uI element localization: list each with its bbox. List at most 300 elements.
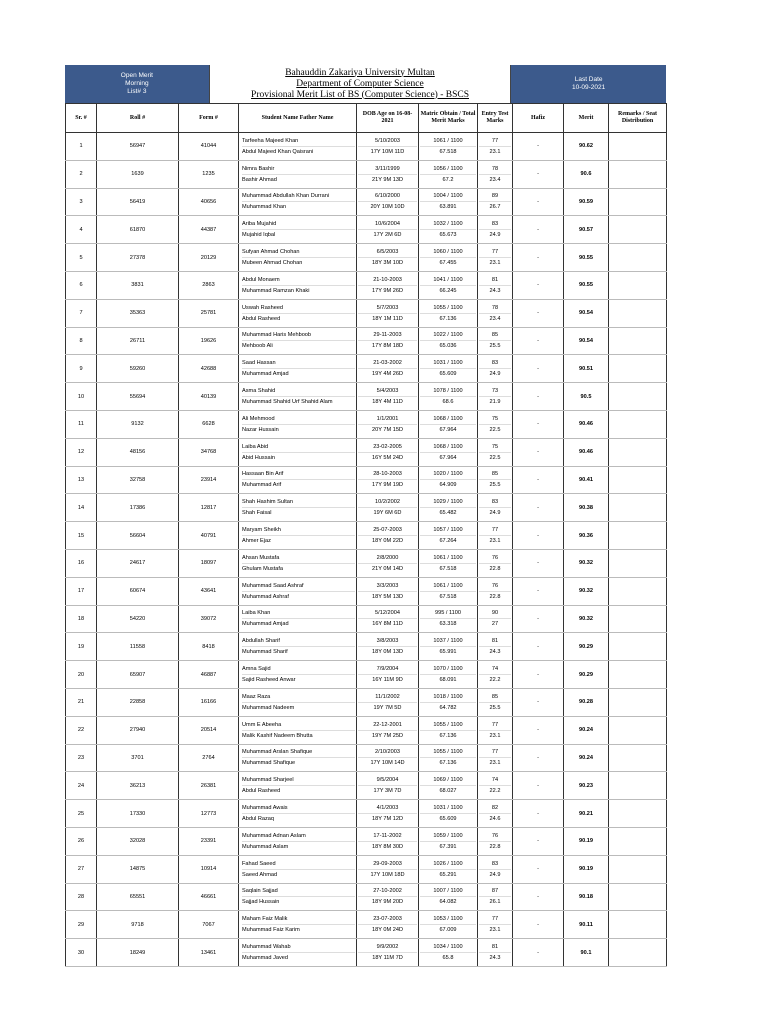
cell-entry-test bbox=[478, 605, 513, 633]
cell-matric-bottom: 65.991 bbox=[439, 649, 457, 656]
cell-student-name-bottom: Abid Hussain bbox=[242, 454, 275, 461]
cell-form: 1235 bbox=[179, 160, 239, 188]
cell-entry-test-bottom: 22.8 bbox=[489, 593, 501, 600]
cell-sr: 30 bbox=[66, 939, 97, 967]
cell-merit: 90.55 bbox=[564, 271, 609, 299]
list-title: Provisional Merit List of BS (Computer Science) - BSCS bbox=[251, 89, 469, 100]
table-row bbox=[66, 633, 667, 661]
cell-student-name bbox=[239, 410, 357, 438]
cell-dob-top: 17-11-2002 bbox=[358, 831, 417, 842]
cell-matric-top: 1056 / 1100 bbox=[420, 164, 476, 175]
cell-form: 12817 bbox=[179, 494, 239, 522]
cell-entry-test bbox=[478, 133, 513, 161]
cell-student-name-bottom: Muhammad Shafique bbox=[242, 760, 296, 767]
cell-form: 40656 bbox=[179, 188, 239, 216]
table-row bbox=[66, 271, 667, 299]
cell-entry-test bbox=[478, 716, 513, 744]
cell-remarks bbox=[609, 466, 667, 494]
cell-entry-test-bottom: 26.1 bbox=[489, 899, 501, 906]
cell-entry-test-top: 73 bbox=[479, 386, 511, 397]
cell-remarks bbox=[609, 855, 667, 883]
cell-student-name-bottom: Sajid Rasheed Anwar bbox=[242, 677, 296, 684]
cell-student-name bbox=[239, 800, 357, 828]
cell-student-name-bottom: Muhammad Amjad bbox=[242, 621, 289, 628]
table-row bbox=[66, 494, 667, 522]
cell-hafiz: - bbox=[513, 466, 564, 494]
cell-matric-top: 1026 / 1100 bbox=[420, 859, 476, 870]
cell-form: 12773 bbox=[179, 800, 239, 828]
cell-dob-top: 5/10/2003 bbox=[358, 136, 417, 147]
cell-remarks bbox=[609, 216, 667, 244]
cell-merit: 90.54 bbox=[564, 327, 609, 355]
table-row bbox=[66, 855, 667, 883]
cell-entry-test-bottom: 24.3 bbox=[489, 649, 501, 656]
cell-matric-bottom: 67.2 bbox=[442, 176, 454, 183]
cell-matric bbox=[419, 577, 478, 605]
cell-sr: 20 bbox=[66, 661, 97, 689]
cell-merit: 90.5 bbox=[564, 383, 609, 411]
cell-matric bbox=[419, 299, 478, 327]
cell-sr: 19 bbox=[66, 633, 97, 661]
merit-table bbox=[65, 103, 667, 967]
cell-student-name-bottom: Muhammad Amjad bbox=[242, 371, 289, 378]
cell-merit: 90.32 bbox=[564, 577, 609, 605]
cell-student-name-top: Muhammad Wahab bbox=[242, 942, 355, 953]
cell-entry-test-top: 76 bbox=[479, 581, 511, 592]
cell-student-name-top: Umm E Abeeha bbox=[242, 720, 355, 731]
cell-student-name-bottom: Muhammad Shahid Urf Shahid Alam bbox=[242, 399, 333, 406]
cell-dob-top: 29-09-2003 bbox=[358, 859, 417, 870]
sheet-header bbox=[65, 65, 666, 103]
cell-matric-bottom: 67.136 bbox=[439, 315, 457, 322]
cell-entry-test bbox=[478, 160, 513, 188]
cell-roll: 3701 bbox=[97, 744, 179, 772]
cell-dob-bottom: 18Y 8M 30D bbox=[372, 843, 403, 850]
cell-remarks bbox=[609, 188, 667, 216]
cell-student-name-top: Muhammad Abdullah Khan Durrani bbox=[242, 191, 355, 202]
cell-dob-top: 23-07-2003 bbox=[358, 914, 417, 925]
title-block bbox=[209, 65, 512, 103]
cell-matric-bottom: 63.891 bbox=[439, 204, 457, 211]
cell-entry-test-bottom: 22.2 bbox=[489, 677, 501, 684]
cell-entry-test bbox=[478, 327, 513, 355]
table-row bbox=[66, 661, 667, 689]
cell-hafiz: - bbox=[513, 827, 564, 855]
cell-matric-bottom: 67.518 bbox=[439, 148, 457, 155]
cell-matric bbox=[419, 605, 478, 633]
cell-student-name-bottom: Muhammad Nadeem bbox=[242, 704, 295, 711]
cell-merit: 90.41 bbox=[564, 466, 609, 494]
cell-dob-top: 2/10/2003 bbox=[358, 747, 417, 758]
cell-sr: 21 bbox=[66, 688, 97, 716]
cell-entry-test bbox=[478, 355, 513, 383]
cell-sr: 3 bbox=[66, 188, 97, 216]
cell-entry-test-top: 74 bbox=[479, 775, 511, 786]
cell-hafiz: - bbox=[513, 911, 564, 939]
cell-student-name-bottom: Muhammad Javed bbox=[242, 955, 289, 961]
cell-entry-test-bottom: 24.3 bbox=[489, 955, 501, 961]
cell-student-name-bottom: Abdul Razaq bbox=[242, 816, 275, 823]
cell-entry-test-bottom: 23.1 bbox=[489, 260, 501, 267]
cell-student-name-top: Maaz Raza bbox=[242, 692, 355, 703]
cell-sr: 14 bbox=[66, 494, 97, 522]
last-date-box bbox=[511, 65, 666, 103]
cell-form: 43641 bbox=[179, 577, 239, 605]
cell-dob-top: 10/2/2002 bbox=[358, 497, 417, 508]
cell-remarks bbox=[609, 271, 667, 299]
cell-matric-bottom: 67.264 bbox=[439, 538, 457, 545]
cell-student-name-top: Muhammad Awais bbox=[242, 803, 355, 814]
cell-dob bbox=[357, 466, 419, 494]
cell-entry-test bbox=[478, 744, 513, 772]
cell-entry-test-bottom: 24.9 bbox=[489, 510, 501, 517]
cell-sr: 17 bbox=[66, 577, 97, 605]
cell-student-name-bottom: Muhammad Sharif bbox=[242, 649, 288, 656]
cell-roll: 22858 bbox=[97, 688, 179, 716]
cell-hafiz: - bbox=[513, 383, 564, 411]
table-row bbox=[66, 133, 667, 161]
cell-student-name-top: Tarfeeha Majeed Khan bbox=[242, 136, 355, 147]
cell-sr: 26 bbox=[66, 827, 97, 855]
cell-remarks bbox=[609, 327, 667, 355]
cell-hafiz: - bbox=[513, 883, 564, 911]
cell-dob-bottom: 17Y 8M 18D bbox=[372, 343, 403, 350]
cell-dob-bottom: 17Y 9M 19D bbox=[372, 482, 403, 489]
university-title: Bahauddin Zakariya University Multan bbox=[285, 67, 435, 78]
cell-sr: 16 bbox=[66, 549, 97, 577]
cell-roll: 56419 bbox=[97, 188, 179, 216]
cell-entry-test bbox=[478, 688, 513, 716]
cell-matric-top: 1004 / 1100 bbox=[420, 191, 476, 202]
cell-dob bbox=[357, 133, 419, 161]
cell-matric bbox=[419, 744, 478, 772]
col-hafiz: Hafiz bbox=[513, 104, 564, 133]
cell-entry-test-top: 81 bbox=[479, 636, 511, 647]
cell-entry-test-bottom: 22.8 bbox=[489, 565, 501, 572]
table-row bbox=[66, 716, 667, 744]
cell-matric-top: 1053 / 1100 bbox=[420, 914, 476, 925]
cell-student-name-top: Muhammad Arslan Shafique bbox=[242, 747, 355, 758]
cell-student-name-top: Ariba Mujahid bbox=[242, 219, 355, 230]
cell-entry-test bbox=[478, 827, 513, 855]
cell-entry-test bbox=[478, 216, 513, 244]
table-row bbox=[66, 800, 667, 828]
cell-dob-top: 21-03-2002 bbox=[358, 358, 417, 369]
cell-dob bbox=[357, 939, 419, 967]
cell-remarks bbox=[609, 577, 667, 605]
cell-form: 19626 bbox=[179, 327, 239, 355]
cell-student-name-top: Muhammad Saad Ashraf bbox=[242, 581, 355, 592]
cell-entry-test-bottom: 25.5 bbox=[489, 704, 501, 711]
cell-student-name bbox=[239, 327, 357, 355]
cell-entry-test-top: 83 bbox=[479, 497, 511, 508]
cell-dob bbox=[357, 633, 419, 661]
cell-matric-bottom: 65.036 bbox=[439, 343, 457, 350]
col-name: Student Name Father Name bbox=[239, 104, 357, 133]
cell-student-name-top: Asma Shahid bbox=[242, 386, 355, 397]
cell-dob bbox=[357, 688, 419, 716]
cell-student-name-bottom: Muhammad Ramzan Khaki bbox=[242, 287, 310, 294]
cell-student-name-top: Shah Hashim Sultan bbox=[242, 497, 355, 508]
cell-entry-test bbox=[478, 883, 513, 911]
cell-form: 46661 bbox=[179, 883, 239, 911]
cell-entry-test-bottom: 23.1 bbox=[489, 927, 501, 934]
cell-entry-test bbox=[478, 188, 513, 216]
cell-merit: 90.6 bbox=[564, 160, 609, 188]
cell-student-name-top: Abdullah Sharif bbox=[242, 636, 355, 647]
cell-entry-test bbox=[478, 522, 513, 550]
cell-entry-test-top: 82 bbox=[479, 803, 511, 814]
cell-matric bbox=[419, 939, 478, 967]
cell-remarks bbox=[609, 827, 667, 855]
cell-remarks bbox=[609, 605, 667, 633]
cell-roll: 3831 bbox=[97, 271, 179, 299]
cell-hafiz: - bbox=[513, 800, 564, 828]
cell-matric-bottom: 64.909 bbox=[439, 482, 457, 489]
cell-remarks bbox=[609, 355, 667, 383]
cell-student-name-top: Saqlain Sajjad bbox=[242, 886, 355, 897]
cell-dob-bottom: 17Y 10M 18D bbox=[370, 871, 405, 878]
cell-roll: 32028 bbox=[97, 827, 179, 855]
cell-hafiz: - bbox=[513, 327, 564, 355]
cell-dob bbox=[357, 800, 419, 828]
cell-entry-test-top: 83 bbox=[479, 219, 511, 230]
table-row bbox=[66, 355, 667, 383]
table-row bbox=[66, 549, 667, 577]
cell-merit: 90.54 bbox=[564, 299, 609, 327]
cell-student-name-bottom: Bashir Ahmad bbox=[242, 176, 277, 183]
cell-matric-top: 1034 / 1100 bbox=[420, 942, 476, 953]
table-row bbox=[66, 744, 667, 772]
cell-dob-bottom: 16Y 5M 24D bbox=[372, 454, 403, 461]
last-date-label: Last Date bbox=[574, 76, 603, 83]
cell-hafiz: - bbox=[513, 633, 564, 661]
cell-merit: 90.1 bbox=[564, 939, 609, 967]
cell-sr: 15 bbox=[66, 522, 97, 550]
cell-dob-bottom: 18Y 5M 13D bbox=[372, 593, 403, 600]
cell-dob bbox=[357, 271, 419, 299]
cell-entry-test bbox=[478, 494, 513, 522]
cell-dob-top: 6/10/2000 bbox=[358, 191, 417, 202]
cell-dob-bottom: 19Y 7M 5D bbox=[373, 704, 402, 711]
cell-student-name bbox=[239, 744, 357, 772]
cell-form: 20129 bbox=[179, 244, 239, 272]
cell-entry-test-top: 90 bbox=[479, 608, 511, 619]
cell-entry-test bbox=[478, 855, 513, 883]
cell-matric-top: 1022 / 1100 bbox=[420, 330, 476, 341]
cell-remarks bbox=[609, 911, 667, 939]
table-row bbox=[66, 244, 667, 272]
cell-roll: 17330 bbox=[97, 800, 179, 828]
cell-merit: 90.59 bbox=[564, 188, 609, 216]
cell-dob-top: 4/1/2003 bbox=[358, 803, 417, 814]
cell-entry-test-bottom: 25.5 bbox=[489, 343, 501, 350]
cell-hafiz: - bbox=[513, 688, 564, 716]
table-row bbox=[66, 216, 667, 244]
cell-sr: 9 bbox=[66, 355, 97, 383]
cell-student-name bbox=[239, 855, 357, 883]
cell-sr: 1 bbox=[66, 133, 97, 161]
cell-remarks bbox=[609, 800, 667, 828]
col-sr: Sr. # bbox=[66, 104, 97, 133]
cell-student-name bbox=[239, 827, 357, 855]
cell-hafiz: - bbox=[513, 410, 564, 438]
cell-sr: 6 bbox=[66, 271, 97, 299]
cell-sr: 23 bbox=[66, 744, 97, 772]
cell-student-name-bottom: Nazar Hussain bbox=[242, 426, 279, 433]
cell-dob bbox=[357, 327, 419, 355]
cell-matric-bottom: 68.027 bbox=[439, 788, 457, 795]
col-merit: Merit bbox=[564, 104, 609, 133]
table-row bbox=[66, 827, 667, 855]
cell-entry-test-bottom: 24.6 bbox=[489, 816, 501, 823]
cell-roll: 60674 bbox=[97, 577, 179, 605]
cell-remarks bbox=[609, 633, 667, 661]
cell-dob-top: 11/1/2002 bbox=[358, 692, 417, 703]
cell-student-name-top: Saad Hassan bbox=[242, 358, 355, 369]
cell-dob-top: 1/1/2001 bbox=[358, 414, 417, 425]
table-row bbox=[66, 522, 667, 550]
col-matric: Matric Obtain / Total Merit Marks bbox=[419, 104, 478, 133]
cell-matric-top: 1059 / 1100 bbox=[420, 831, 476, 842]
cell-matric-bottom: 64.782 bbox=[439, 704, 457, 711]
cell-entry-test-top: 77 bbox=[479, 525, 511, 536]
cell-dob-bottom: 19Y 4M 26D bbox=[372, 371, 403, 378]
cell-merit: 90.19 bbox=[564, 827, 609, 855]
cell-matric-top: 995 / 1100 bbox=[420, 608, 476, 619]
cell-merit: 90.21 bbox=[564, 800, 609, 828]
cell-dob-top: 3/3/2003 bbox=[358, 581, 417, 592]
cell-roll: 56947 bbox=[97, 133, 179, 161]
cell-entry-test bbox=[478, 800, 513, 828]
cell-dob-top: 9/5/2004 bbox=[358, 775, 417, 786]
table-row bbox=[66, 688, 667, 716]
cell-matric bbox=[419, 688, 478, 716]
cell-hafiz: - bbox=[513, 855, 564, 883]
cell-roll: 65907 bbox=[97, 661, 179, 689]
table-row bbox=[66, 299, 667, 327]
cell-sr: 18 bbox=[66, 605, 97, 633]
cell-matric-bottom: 65.609 bbox=[439, 816, 457, 823]
cell-matric bbox=[419, 244, 478, 272]
cell-entry-test bbox=[478, 772, 513, 800]
cell-entry-test-bottom: 22.5 bbox=[489, 426, 501, 433]
cell-merit: 90.19 bbox=[564, 855, 609, 883]
cell-student-name-top: Sufyan Ahmad Chohan bbox=[242, 247, 355, 258]
cell-entry-test bbox=[478, 633, 513, 661]
cell-remarks bbox=[609, 744, 667, 772]
cell-matric bbox=[419, 522, 478, 550]
cell-entry-test-top: 78 bbox=[479, 164, 511, 175]
cell-student-name-top: Muhammad Sharjeel bbox=[242, 775, 355, 786]
cell-roll: 27940 bbox=[97, 716, 179, 744]
cell-matric-bottom: 67.009 bbox=[439, 927, 457, 934]
col-dob: DOB Age on 16-08-2021 bbox=[357, 104, 419, 133]
cell-matric-bottom: 67.455 bbox=[439, 260, 457, 267]
cell-matric-top: 1061 / 1100 bbox=[420, 553, 476, 564]
cell-entry-test-bottom: 22.8 bbox=[489, 843, 501, 850]
cell-form: 44387 bbox=[179, 216, 239, 244]
cell-matric bbox=[419, 911, 478, 939]
department-title: Department of Computer Science bbox=[296, 78, 424, 89]
cell-remarks bbox=[609, 410, 667, 438]
cell-matric-bottom: 67.136 bbox=[439, 760, 457, 767]
cell-dob bbox=[357, 355, 419, 383]
list-number-label: List# 3 bbox=[127, 88, 147, 95]
cell-student-name bbox=[239, 883, 357, 911]
cell-hafiz: - bbox=[513, 549, 564, 577]
cell-student-name-bottom: Shah Faisal bbox=[242, 510, 272, 517]
cell-entry-test-top: 83 bbox=[479, 859, 511, 870]
cell-matric bbox=[419, 716, 478, 744]
cell-dob-bottom: 18Y 3M 10D bbox=[372, 260, 403, 267]
cell-dob bbox=[357, 744, 419, 772]
cell-dob-bottom: 17Y 10M 11D bbox=[370, 148, 405, 155]
cell-hafiz: - bbox=[513, 133, 564, 161]
cell-merit: 90.38 bbox=[564, 494, 609, 522]
cell-entry-test-bottom: 27 bbox=[491, 621, 499, 628]
cell-matric bbox=[419, 271, 478, 299]
cell-matric-bottom: 68.6 bbox=[442, 399, 454, 406]
cell-matric bbox=[419, 216, 478, 244]
cell-merit: 90.28 bbox=[564, 688, 609, 716]
cell-entry-test-top: 81 bbox=[479, 942, 511, 953]
cell-dob-bottom: 20Y 10M 10D bbox=[370, 204, 405, 211]
cell-dob-top: 23-02-2005 bbox=[358, 442, 417, 453]
cell-sr: 10 bbox=[66, 383, 97, 411]
cell-student-name bbox=[239, 661, 357, 689]
cell-matric-bottom: 67.964 bbox=[439, 426, 457, 433]
cell-dob bbox=[357, 216, 419, 244]
cell-dob bbox=[357, 661, 419, 689]
cell-dob bbox=[357, 438, 419, 466]
cell-student-name bbox=[239, 383, 357, 411]
cell-student-name bbox=[239, 188, 357, 216]
cell-remarks bbox=[609, 549, 667, 577]
cell-entry-test-top: 77 bbox=[479, 747, 511, 758]
cell-dob-top: 29-11-2003 bbox=[358, 330, 417, 341]
cell-matric bbox=[419, 661, 478, 689]
cell-dob-bottom: 19Y 6M 6D bbox=[373, 510, 402, 517]
cell-student-name bbox=[239, 605, 357, 633]
cell-entry-test bbox=[478, 410, 513, 438]
cell-merit: 90.32 bbox=[564, 549, 609, 577]
cell-matric-bottom: 65.482 bbox=[439, 510, 457, 517]
cell-matric bbox=[419, 800, 478, 828]
cell-sr: 2 bbox=[66, 160, 97, 188]
table-row bbox=[66, 188, 667, 216]
cell-dob-bottom: 19Y 7M 25D bbox=[372, 732, 403, 739]
cell-sr: 7 bbox=[66, 299, 97, 327]
cell-entry-test-top: 89 bbox=[479, 191, 511, 202]
cell-dob-bottom: 20Y 7M 15D bbox=[372, 426, 403, 433]
cell-dob-top: 3/11/1999 bbox=[358, 164, 417, 175]
cell-entry-test-bottom: 24.9 bbox=[489, 232, 501, 239]
cell-student-name bbox=[239, 271, 357, 299]
cell-dob-bottom: 18Y 1M 11D bbox=[372, 315, 403, 322]
cell-remarks bbox=[609, 494, 667, 522]
cell-roll: 36213 bbox=[97, 772, 179, 800]
cell-entry-test-top: 81 bbox=[479, 275, 511, 286]
cell-student-name bbox=[239, 772, 357, 800]
cell-matric-top: 1055 / 1100 bbox=[420, 303, 476, 314]
cell-matric bbox=[419, 855, 478, 883]
cell-dob-bottom: 17Y 10M 14D bbox=[370, 760, 405, 767]
cell-dob bbox=[357, 716, 419, 744]
cell-hafiz: - bbox=[513, 939, 564, 967]
table-row bbox=[66, 383, 667, 411]
cell-matric-top: 1057 / 1100 bbox=[420, 525, 476, 536]
